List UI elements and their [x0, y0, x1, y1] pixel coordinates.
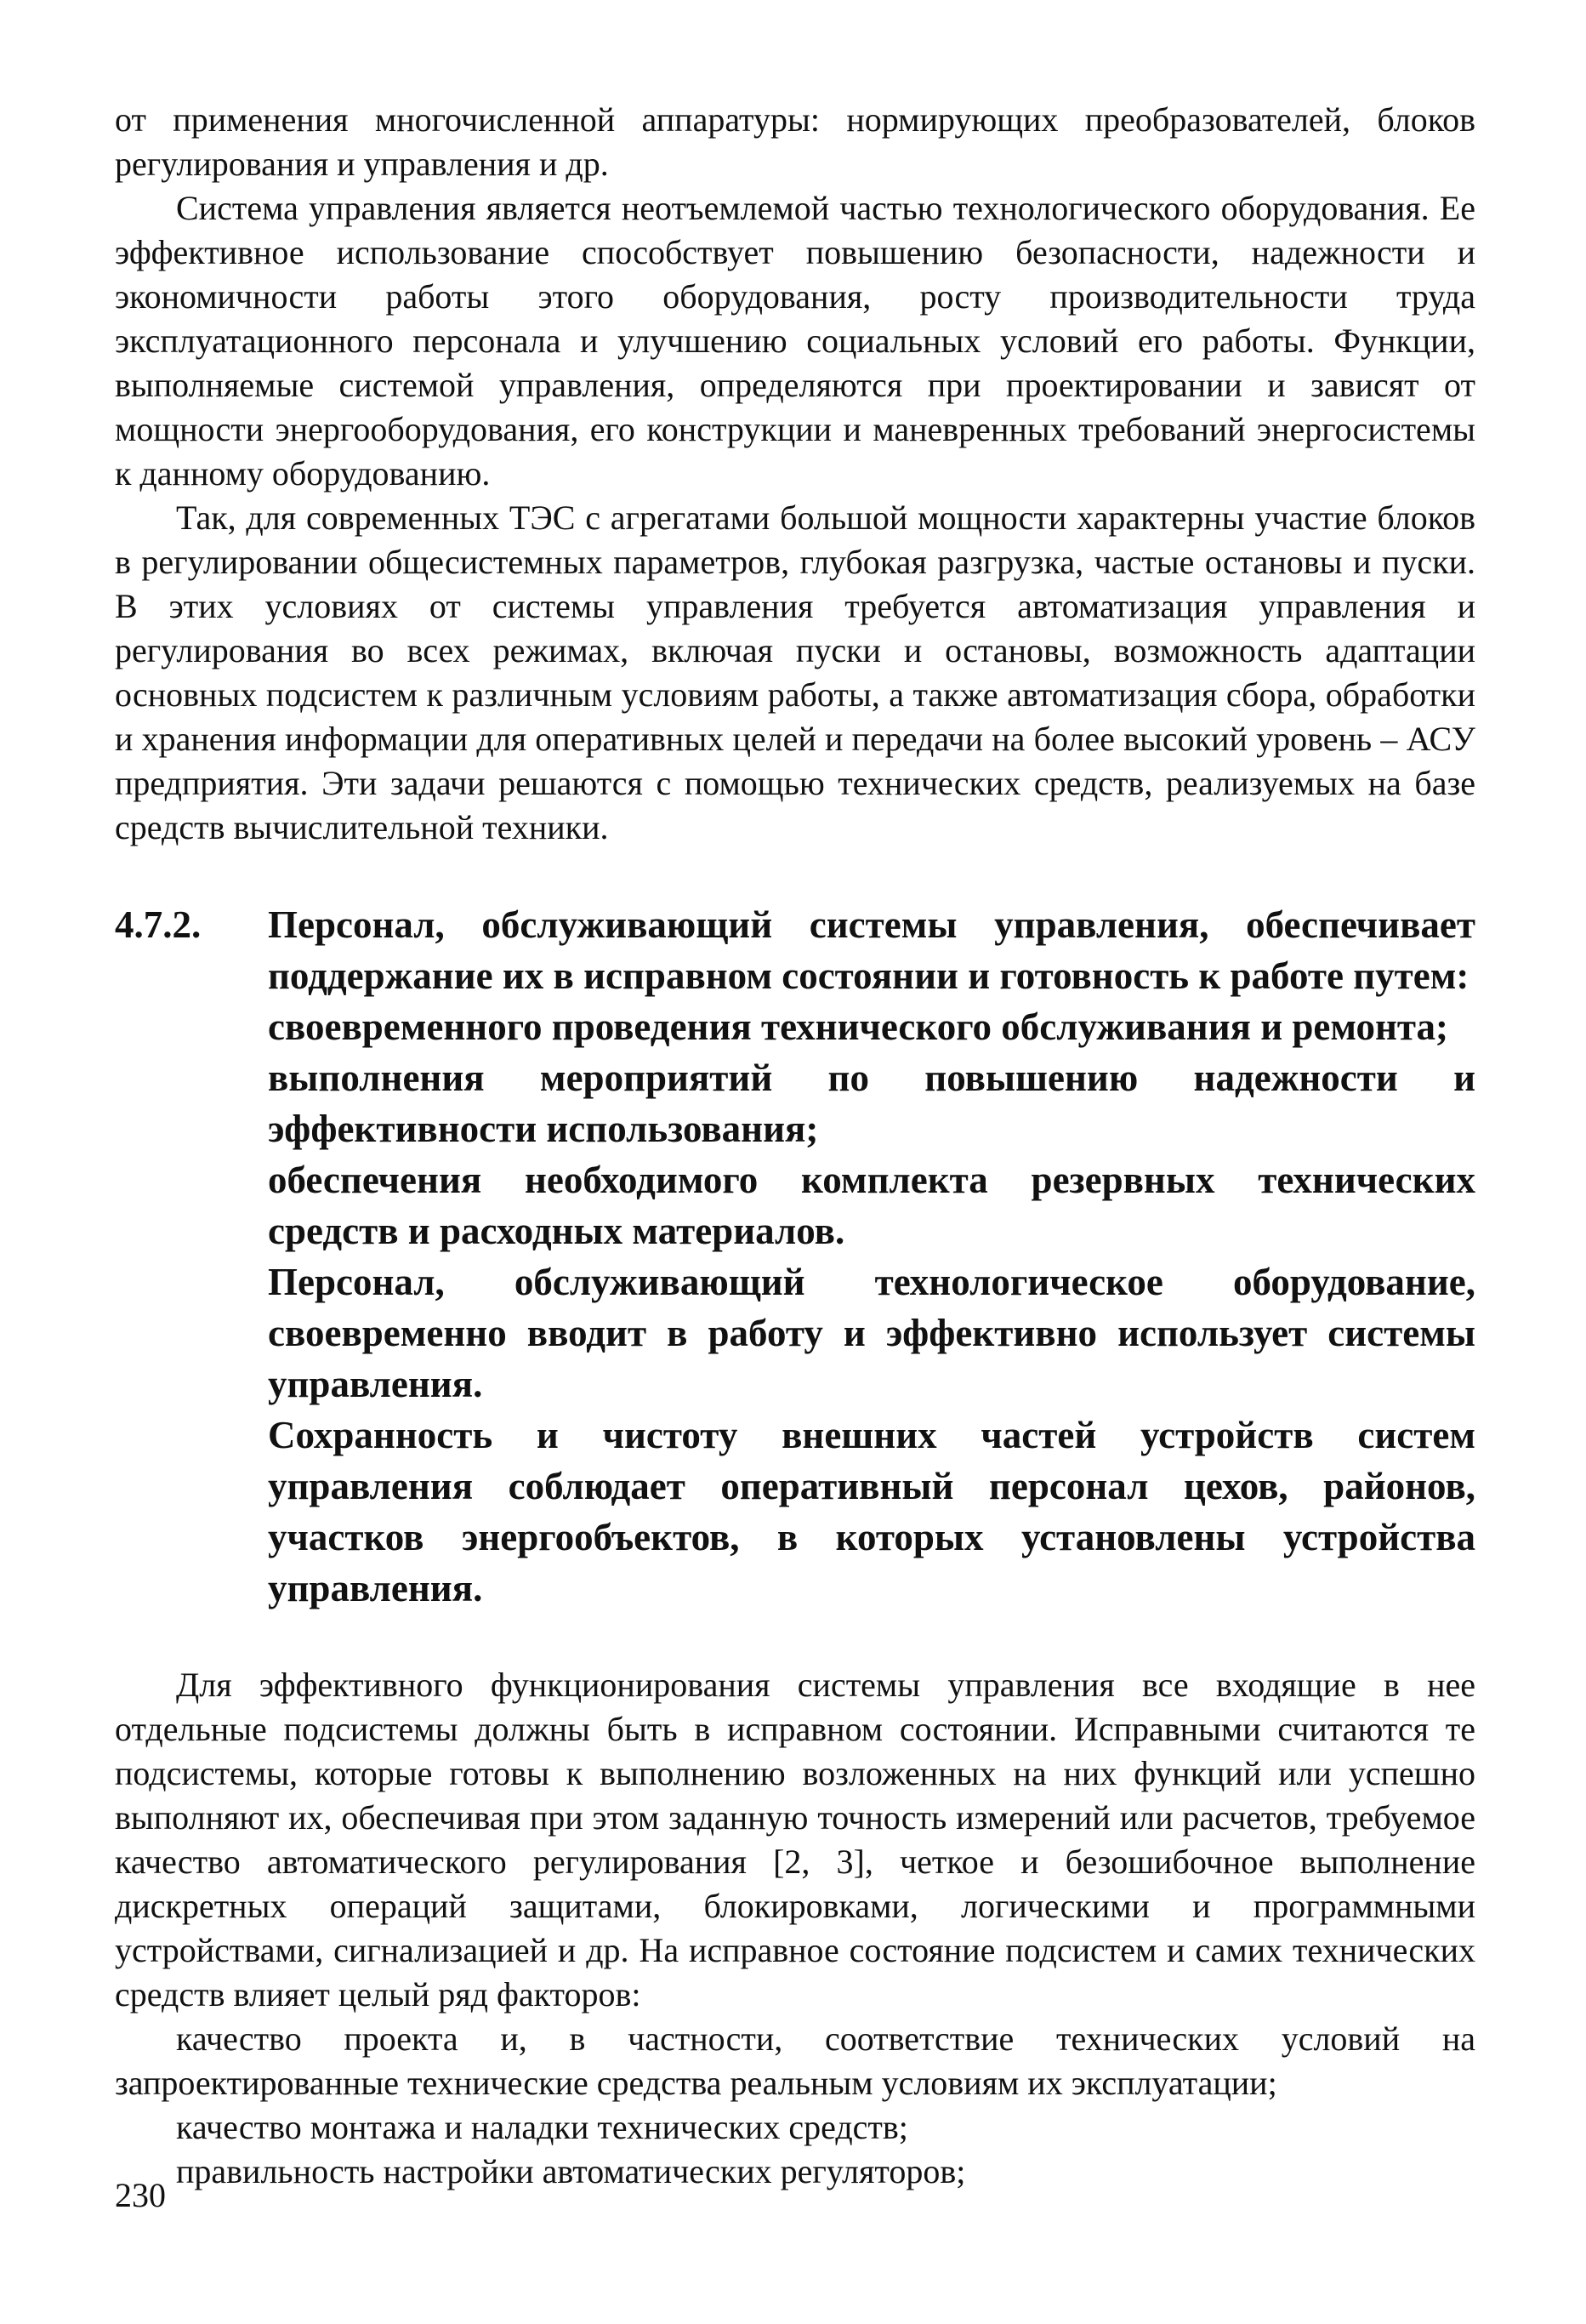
section-number: 4.7.2.: [115, 903, 202, 946]
outro-paragraph-1: Для эффективного функционирования системы управления все входящие в нее отдельные подсистемы должны быть в исправном состоянии. Исправными считаются те подсистемы, которые готовы к выполнению возложенных на них функций или успешно выполняют их, обеспечивая при этом заданную точность измерений или расчетов, требуемое качество автоматического регулирования [2, 3], четкое и безошибочное выполнение дискретных операций защитами, блокировками, логическими и программными устройствами, сигнализацией и др. На исправное состояние подсистем и самих технических средств влияет целый ряд факторов:: [115, 1666, 1475, 2014]
list-item-2: качество монтажа и наладки технических средств;: [176, 2108, 908, 2146]
intro-paragraph-1: от применения многочисленной аппаратуры: нормирующих преобразователей, блоков регулирования и управления и др.: [115, 100, 1475, 183]
section-4-7-2: [115, 899, 1475, 1614]
section-line-5: Персонал, обслуживающий технологическое оборудование, своевременно вводит в работу и эффективно использует системы управления.: [268, 1261, 1475, 1405]
list-item-1: качество проекта и, в частности, соответствие технических условий на запроектированные технические средства реальным условиям их эксплуатации;: [115, 2019, 1475, 2102]
section-line-6: Сохранность и чистоту внешних частей устройств систем управления соблюдает оперативный персонал цехов, районов, участков энергообъектов, в которых установлены устройства управления.: [268, 1414, 1475, 1609]
section-body: [268, 899, 1475, 1614]
section-line-2: своевременного проведения технического обслуживания и ремонта;: [268, 1005, 1449, 1048]
section-line-4: обеспечения необходимого комплекта резервных технических средств и расходных материалов.: [268, 1159, 1475, 1252]
section-line-3: выполнения мероприятий по повышению надежности и эффективности использования;: [268, 1057, 1475, 1150]
intro-paragraph-3: Так, для современных ТЭС с агрегатами большой мощности характерны участие блоков в регулировании общесистемных параметров, глубокая разгрузка, частые остановы и пуски. В этих условиях от системы управления требуется автоматизация управления и регулирования во всех режимах, включая пуски и остановы, возможность адаптации основных подсистем к различным условиям работы, а также автоматизация сбора, обработки и хранения информации для оперативных целей и передачи на более высокий уровень – АСУ предприятия. Эти задачи решаются с помощью технических средств, реализуемых на базе средств вычислительной техники.: [115, 498, 1475, 846]
intro-paragraph-2: Система управления является неотъемлемой частью технологического оборудования. Ее эффективное использование способствует повышению безопасности, надежности и экономичности работы этого оборудования, росту производительности труда эксплуатационного персонала и улучшению социальных условий его работы. Функции, выполняемые системой управления, определяются при проектировании и зависят от мощности энергооборудования, его конструкции и маневренных требований энергосистемы к данному оборудованию.: [115, 189, 1475, 493]
section-line-1: Персонал, обслуживающий системы управления, обеспечивает поддержание их в исправном состоянии и готовность к работе путем:: [268, 903, 1475, 997]
list-item-3: правильность настройки автоматических регуляторов;: [176, 2152, 966, 2190]
document-page: [115, 98, 1475, 2194]
page-number: 230: [115, 2176, 166, 2214]
